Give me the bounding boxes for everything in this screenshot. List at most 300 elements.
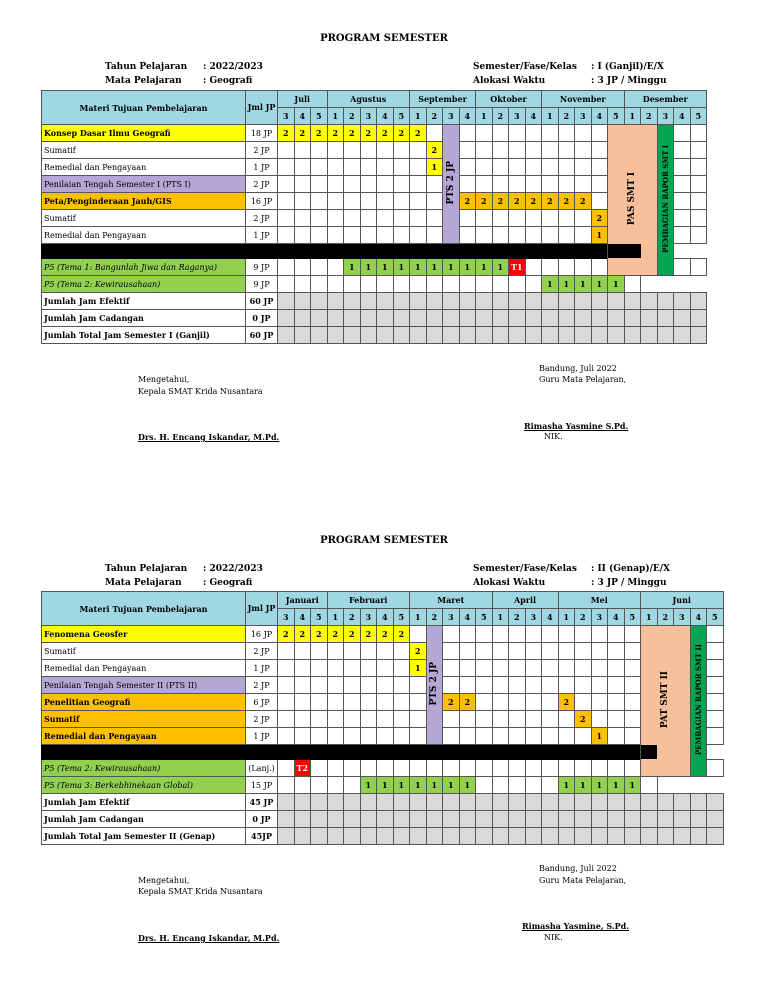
week-cell: 2 [443, 694, 460, 711]
materi-cell: P5 (Tema 3: Berkebhinekaan Global) [42, 777, 246, 794]
week-cell [459, 677, 476, 694]
week-cell [327, 694, 344, 711]
week-cell [525, 210, 542, 227]
week-cell [393, 327, 410, 344]
week-cell [327, 643, 344, 660]
week-cell [311, 293, 328, 310]
week-cell [591, 794, 608, 811]
week-cell: 1 [591, 276, 608, 293]
week-cell [360, 176, 377, 193]
week-cell [278, 142, 295, 159]
week-header: 5 [624, 609, 641, 626]
materi-cell: Jumlah Jam Efektif [42, 293, 246, 310]
jml-cell: 16 JP [246, 626, 278, 643]
know-label-1: Mengetahui, [138, 375, 190, 384]
week-cell [311, 159, 328, 176]
table-row [42, 293, 707, 310]
week-cell [558, 227, 575, 244]
week-cell [591, 660, 608, 677]
week-cell [410, 677, 427, 694]
week-cell [509, 125, 526, 142]
week-cell [509, 677, 526, 694]
week-cell [558, 159, 575, 176]
page-title-2: PROGRAM SEMESTER [320, 535, 448, 546]
rapor-label: PEMBAGIAN RAPOR SMT II [693, 644, 703, 756]
week-cell [294, 176, 311, 193]
week-cell [294, 142, 311, 159]
week-cell [311, 777, 328, 794]
week-cell [377, 142, 394, 159]
week-header: 3 [360, 108, 377, 125]
semester-table-2 [41, 591, 724, 845]
jml-cell: 60 JP [246, 327, 278, 344]
materi-cell: Jumlah Jam Efektif [42, 794, 246, 811]
week-cell [476, 176, 493, 193]
week-cell [360, 142, 377, 159]
sign-place-2: Bandung, Juli 2022 [539, 864, 617, 873]
teacher-name-1: Rimasha Yasmine S.Pd. [524, 421, 629, 431]
week-cell [311, 811, 328, 828]
materi-cell: Remedial dan Pengayaan [42, 159, 246, 176]
week-cell: 1 [426, 259, 443, 276]
week-cell [410, 193, 427, 210]
jml-cell: 1 JP [246, 660, 278, 677]
week-cell [344, 794, 361, 811]
week-cell [344, 142, 361, 159]
week-header: 4 [542, 609, 559, 626]
month-header: April [492, 592, 558, 609]
week-header: 1 [641, 609, 658, 626]
week-cell [294, 811, 311, 828]
week-cell [509, 828, 526, 845]
week-cell [294, 293, 311, 310]
week-cell [327, 210, 344, 227]
week-cell [674, 293, 691, 310]
week-cell [591, 176, 608, 193]
week-cell [690, 259, 707, 276]
week-cell [608, 694, 625, 711]
week-cell [657, 828, 674, 845]
week-cell [311, 660, 328, 677]
week-cell [344, 210, 361, 227]
rapor-block [690, 626, 707, 777]
week-cell [591, 259, 608, 276]
week-cell [575, 694, 592, 711]
week-cell: 2 [575, 711, 592, 728]
week-cell [311, 176, 328, 193]
week-cell [476, 276, 493, 293]
week-cell: 1 [476, 259, 493, 276]
week-cell: 2 [327, 125, 344, 142]
week-cell [690, 293, 707, 310]
week-cell [311, 711, 328, 728]
week-header: 5 [393, 108, 410, 125]
week-cell: 2 [492, 193, 509, 210]
week-cell [426, 125, 443, 142]
materi-cell: Konsep Dasar Ilmu Geografi [42, 125, 246, 142]
table-row [42, 310, 707, 327]
week-cell [459, 794, 476, 811]
week-cell [410, 794, 427, 811]
week-cell [327, 828, 344, 845]
table-row [42, 745, 724, 760]
week-cell [278, 159, 295, 176]
week-cell: 1 [410, 259, 427, 276]
week-cell [426, 811, 443, 828]
week-cell: 1 [624, 777, 641, 794]
jml-cell: 16 JP [246, 193, 278, 210]
week-cell: 1 [608, 777, 625, 794]
week-cell [360, 193, 377, 210]
week-cell [492, 276, 509, 293]
week-cell: 1 [591, 728, 608, 745]
week-cell [410, 159, 427, 176]
week-cell [575, 210, 592, 227]
week-cell: 1 [542, 276, 559, 293]
header-jml-jp: Jml JP [246, 91, 278, 125]
jml-cell: 45 JP [246, 794, 278, 811]
week-cell [525, 142, 542, 159]
week-cell: 2 [294, 626, 311, 643]
week-cell [558, 176, 575, 193]
week-cell [476, 643, 493, 660]
week-cell [327, 677, 344, 694]
week-header: 1 [558, 609, 575, 626]
week-header: 1 [327, 609, 344, 626]
week-cell [542, 210, 559, 227]
week-cell [393, 227, 410, 244]
week-cell [294, 159, 311, 176]
week-cell [707, 794, 724, 811]
week-cell [410, 176, 427, 193]
week-cell [641, 794, 658, 811]
week-cell [360, 159, 377, 176]
week-cell: 2 [525, 193, 542, 210]
table-row [42, 259, 707, 276]
week-cell [608, 293, 625, 310]
week-cell [608, 660, 625, 677]
materi-cell: Penilaian Tengah Semester II (PTS II) [42, 677, 246, 694]
jml-cell: 2 JP [246, 176, 278, 193]
pts-block [443, 125, 460, 244]
week-header: 4 [591, 108, 608, 125]
week-cell [509, 811, 526, 828]
week-cell [393, 711, 410, 728]
table-row [42, 227, 707, 244]
materi-cell: Sumatif [42, 711, 246, 728]
week-header: 3 [674, 609, 691, 626]
week-cell [575, 310, 592, 327]
week-cell [377, 176, 394, 193]
week-cell [558, 142, 575, 159]
week-cell [360, 760, 377, 777]
week-cell [476, 227, 493, 244]
week-cell [657, 811, 674, 828]
week-cell [311, 828, 328, 845]
week-cell [327, 176, 344, 193]
week-cell [558, 125, 575, 142]
week-cell [443, 660, 460, 677]
week-cell [575, 643, 592, 660]
week-cell [575, 794, 592, 811]
week-cell [294, 193, 311, 210]
week-cell: 1 [344, 259, 361, 276]
week-cell [608, 327, 625, 344]
week-cell [410, 711, 427, 728]
week-header: 3 [443, 108, 460, 125]
week-header: 3 [278, 609, 295, 626]
week-cell [690, 210, 707, 227]
table-row [42, 626, 724, 643]
week-cell [443, 310, 460, 327]
week-cell [624, 811, 641, 828]
week-cell [558, 794, 575, 811]
week-cell: 2 [344, 626, 361, 643]
week-cell [657, 293, 674, 310]
week-cell [558, 293, 575, 310]
week-header: 4 [608, 609, 625, 626]
week-cell [525, 626, 542, 643]
week-cell [509, 327, 526, 344]
week-cell [459, 327, 476, 344]
week-cell [459, 142, 476, 159]
week-cell [327, 142, 344, 159]
week-header: 2 [344, 108, 361, 125]
week-cell [476, 159, 493, 176]
week-cell [624, 760, 641, 777]
table-row [42, 728, 724, 745]
week-header: 1 [624, 108, 641, 125]
week-cell [575, 125, 592, 142]
week-cell [311, 728, 328, 745]
week-cell [624, 310, 641, 327]
week-cell [426, 210, 443, 227]
week-cell [558, 811, 575, 828]
week-header: 2 [657, 609, 674, 626]
materi-cell: Remedial dan Pengayaan [42, 728, 246, 745]
week-cell [377, 760, 394, 777]
week-cell [393, 660, 410, 677]
week-cell [525, 728, 542, 745]
rapor-label: PEMBAGIAN RAPOR SMT I [660, 145, 670, 253]
week-cell [426, 828, 443, 845]
table-row [42, 210, 707, 227]
week-cell [410, 694, 427, 711]
week-cell [476, 626, 493, 643]
week-cell [492, 660, 509, 677]
week-cell [311, 310, 328, 327]
week-cell [459, 711, 476, 728]
week-cell [278, 828, 295, 845]
week-cell: 1 [393, 259, 410, 276]
week-cell [294, 310, 311, 327]
week-cell [591, 760, 608, 777]
week-cell [311, 227, 328, 244]
week-cell [575, 327, 592, 344]
week-cell [426, 276, 443, 293]
week-cell [344, 293, 361, 310]
alokasi-waktu-2: Alokasi Waktu : 3 JP / Minggu [473, 578, 667, 588]
week-header: 1 [492, 609, 509, 626]
week-cell [426, 176, 443, 193]
jml-cell: 60 JP [246, 293, 278, 310]
table-row [42, 244, 707, 259]
week-cell [641, 327, 658, 344]
week-cell [690, 125, 707, 142]
week-cell [377, 210, 394, 227]
week-cell [410, 811, 427, 828]
week-cell [509, 159, 526, 176]
week-cell [476, 777, 493, 794]
week-cell [492, 728, 509, 745]
week-cell [327, 777, 344, 794]
week-cell [525, 794, 542, 811]
jml-cell: 45JP [246, 828, 278, 845]
week-cell [393, 728, 410, 745]
week-cell [575, 660, 592, 677]
week-header: 4 [690, 609, 707, 626]
week-cell [558, 643, 575, 660]
week-cell [344, 677, 361, 694]
week-cell [492, 626, 509, 643]
week-cell [591, 694, 608, 711]
week-cell [558, 327, 575, 344]
week-cell [443, 794, 460, 811]
week-cell [476, 760, 493, 777]
week-cell [344, 728, 361, 745]
week-cell [525, 276, 542, 293]
week-cell [591, 677, 608, 694]
materi-cell: Jumlah Total Jam Semester II (Genap) [42, 828, 246, 845]
week-cell [459, 159, 476, 176]
week-cell [591, 626, 608, 643]
week-cell [707, 677, 724, 694]
week-cell: 1 [360, 259, 377, 276]
week-cell [558, 310, 575, 327]
week-cell [443, 626, 460, 643]
week-cell [707, 626, 724, 643]
alokasi-waktu-1: Alokasi Waktu : 3 JP / Minggu [473, 76, 667, 86]
week-cell [492, 125, 509, 142]
week-cell [311, 677, 328, 694]
table-row [42, 193, 707, 210]
week-cell [608, 794, 625, 811]
materi-cell: Remedial dan Pengayaan [42, 227, 246, 244]
week-cell [294, 694, 311, 711]
week-header: 5 [608, 108, 625, 125]
week-cell [542, 677, 559, 694]
week-cell: 2 [278, 125, 295, 142]
week-cell [575, 811, 592, 828]
week-cell [707, 728, 724, 745]
week-cell [360, 828, 377, 845]
week-cell: 1 [459, 777, 476, 794]
week-cell [294, 794, 311, 811]
week-cell [591, 643, 608, 660]
week-cell [410, 210, 427, 227]
week-cell [476, 660, 493, 677]
week-cell [707, 711, 724, 728]
week-cell [509, 777, 526, 794]
week-cell [476, 811, 493, 828]
week-cell [459, 227, 476, 244]
teacher-nik-2: NIK. [544, 933, 563, 942]
week-cell [459, 811, 476, 828]
jml-cell: 1 JP [246, 227, 278, 244]
week-cell [377, 310, 394, 327]
week-cell [575, 626, 592, 643]
materi-cell: Remedial dan Pengayaan [42, 660, 246, 677]
week-cell [641, 828, 658, 845]
week-cell: 2 [459, 193, 476, 210]
week-cell: 1 [443, 259, 460, 276]
materi-cell: Penilaian Tengah Semester I (PTS I) [42, 176, 246, 193]
week-cell [509, 794, 526, 811]
header-materi: Materi Tujuan Pembelajaran [42, 592, 246, 626]
week-header: 5 [311, 108, 328, 125]
week-cell [624, 660, 641, 677]
week-cell [410, 276, 427, 293]
week-cell: 2 [344, 125, 361, 142]
week-cell [558, 711, 575, 728]
week-cell [575, 728, 592, 745]
jml-cell: 2 JP [246, 643, 278, 660]
week-cell [410, 760, 427, 777]
week-cell [294, 210, 311, 227]
separator-row [42, 745, 658, 760]
week-cell [690, 794, 707, 811]
week-cell [509, 694, 526, 711]
week-cell [591, 193, 608, 210]
semester-fase-kelas-2: Semester/Fase/Kelas : II (Genap)/E/X [473, 564, 671, 574]
week-cell [393, 694, 410, 711]
week-cell [360, 293, 377, 310]
week-header: 4 [294, 108, 311, 125]
week-cell [344, 310, 361, 327]
week-cell [410, 828, 427, 845]
week-cell [509, 310, 526, 327]
week-cell: 1 [558, 777, 575, 794]
week-cell [558, 760, 575, 777]
week-cell [278, 227, 295, 244]
week-header: 1 [410, 609, 427, 626]
week-cell [542, 125, 559, 142]
week-cell [657, 794, 674, 811]
page-title-1: PROGRAM SEMESTER [320, 33, 448, 44]
week-cell [492, 227, 509, 244]
table-row [42, 125, 707, 142]
week-cell [360, 276, 377, 293]
materi-cell: Sumatif [42, 210, 246, 227]
week-cell: 1 [426, 777, 443, 794]
week-cell [509, 760, 526, 777]
week-cell [558, 259, 575, 276]
table-row [42, 142, 707, 159]
week-header: 4 [525, 108, 542, 125]
week-cell [690, 227, 707, 244]
week-cell [459, 660, 476, 677]
week-cell [492, 176, 509, 193]
week-cell [459, 210, 476, 227]
week-cell [608, 760, 625, 777]
week-header: 5 [393, 609, 410, 626]
week-cell [393, 210, 410, 227]
week-header: 4 [674, 108, 691, 125]
week-cell [608, 728, 625, 745]
rapor-block [657, 125, 674, 276]
week-cell [525, 811, 542, 828]
week-cell [608, 626, 625, 643]
